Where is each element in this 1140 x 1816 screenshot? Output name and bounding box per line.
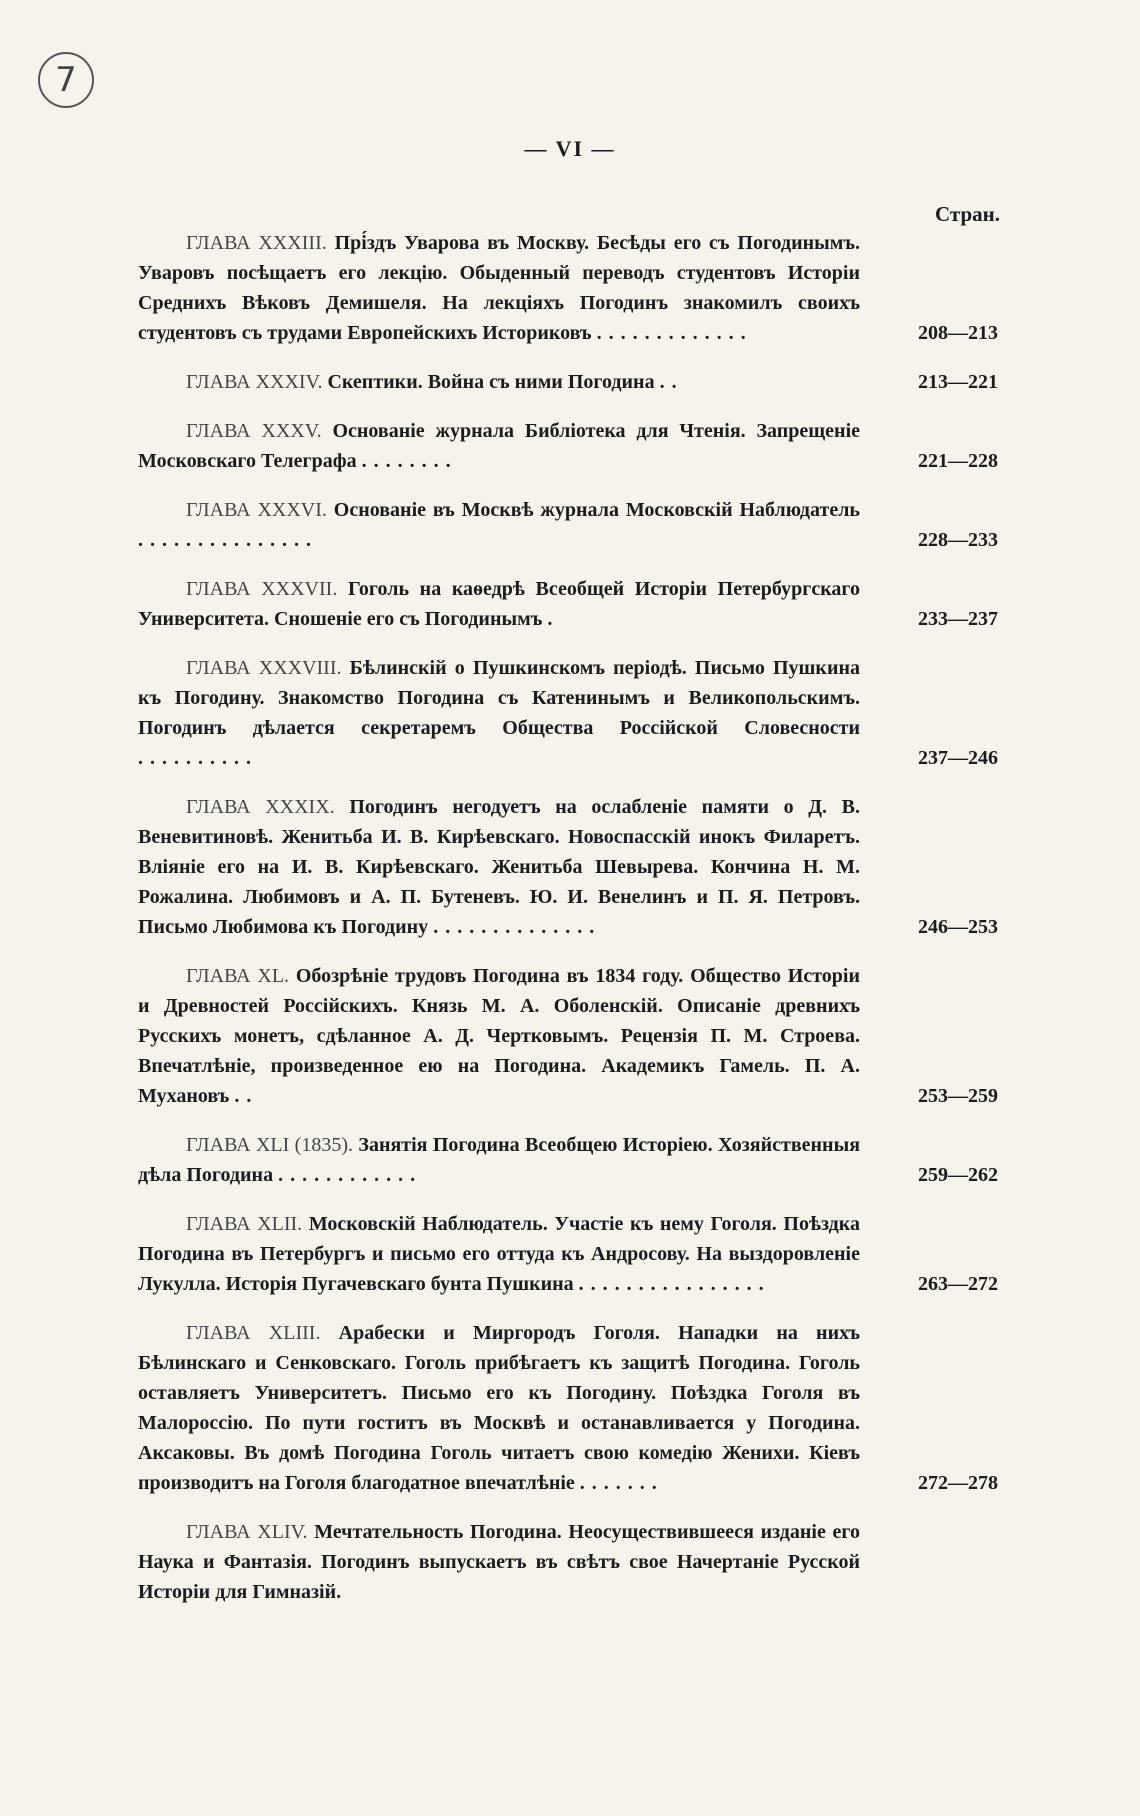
toc-entry: ГЛАВА XXXV. Основаніе журнала Библіотека для Чтенія. Запрещеніе Московскаго Телеграфа ........ 221—228 <box>138 416 998 476</box>
page-range: 272—278 <box>918 1472 998 1494</box>
chapter-label: ГЛАВА XXXVI. <box>186 499 327 521</box>
chapter-summary: Обозрѣніе трудовъ Погодина въ 1834 году. Общество Исторіи и Древностей Россійскихъ. Князь М. А. Оболенскій. Описаніе древнихъ Русскихъ монетъ, сдѣланное А. Д. Чертковымъ. Рецензія П. М. Строева. Впечатлѣніе, произведенное ею на Погодина. Академикъ Гамель. П. А. Мухановъ <box>138 965 860 1107</box>
chapter-summary: Бѣлинскій о Пушкинскомъ періодѣ. Письмо Пушкина къ Погодину. Знакомство Погодина съ Катенинымъ и Великопольскимъ. Погодинъ дѣлается секретаремъ Общества Россійской Словесности <box>138 657 860 739</box>
pages-column-header: Стран. <box>935 202 1000 226</box>
toc-entry: ГЛАВА XLI (1835). Занятія Погодина Всеобщею Исторіею. Хозяйственныя дѣла Погодина ............ 259—262 <box>138 1130 998 1190</box>
page-range: 213—221 <box>918 371 998 393</box>
toc-entry: ГЛАВА XLII. Московскій Наблюдатель. Участіе къ нему Гоголя. Поѣздка Погодина въ Петербургъ и письмо его оттуда къ Андросову. На выздоровленіе Лукулла. Исторія Пугачевскаго бунта Пушкина ................ 263—272 <box>138 1209 998 1299</box>
page-number: — VI — <box>524 136 616 161</box>
library-stamp: 7 <box>38 52 94 108</box>
page-range: 246—253 <box>918 916 998 938</box>
toc-entry: ГЛАВА XXXVI. Основаніе въ Москвѣ журнала Московскій Наблюдатель ............... 228—233 <box>138 495 998 555</box>
chapter-label: ГЛАВА XXXV. <box>186 420 322 442</box>
chapter-label: ГЛАВА XLII. <box>186 1213 303 1235</box>
toc-entry <box>138 1517 998 1607</box>
chapter-summary: Мечтательность Погодина. Неосуществившееся изданіе его Наука и Фантазія. Погодинъ выпускаетъ въ свѣтъ свое Начертаніе Русской Исторіи для Гимназій. <box>138 1521 861 1603</box>
page-range: 259—262 <box>918 1164 998 1186</box>
page-range: 208—213 <box>918 322 998 344</box>
chapter-label: ГЛАВА XLI (1835). <box>186 1134 353 1156</box>
chapter-summary: Основаніе въ Москвѣ журнала Московскій Наблюдатель <box>333 499 860 521</box>
chapter-label: ГЛАВА XXXVII. <box>186 578 338 600</box>
chapter-summary: Основаніе журнала Библіотека для Чтенія. Запрещеніе Московскаго Телеграфа <box>138 420 861 472</box>
page-range: 253—259 <box>918 1085 998 1107</box>
chapter-summary: Московскій Наблюдатель. Участіе къ нему Гоголя. Поѣздка Погодина въ Петербургъ и письмо его оттуда къ Андросову. На выздоровленіе Лукулла. Исторія Пугачевскаго бунта Пушкина <box>138 1213 860 1295</box>
toc-entry: ГЛАВА XXXVII. Гоголь на каѳедрѣ Всеобщей Исторіи Петербургскаго Университета. Сношеніе его съ Погодинымъ . 233—237 <box>138 574 998 634</box>
toc-entry: ГЛАВА XXXVIII. Бѣлинскій о Пушкинскомъ періодѣ. Письмо Пушкина къ Погодину. Знакомство Погодина съ Катенинымъ и Великопольскимъ. Погодинъ дѣлается секретаремъ Общества Россійской Словесности .......... 237—246 <box>138 653 998 773</box>
chapter-summary: Гоголь на каѳедрѣ Всеобщей Исторіи Петербургскаго Университета. Сношеніе его съ Погодинымъ <box>138 578 861 630</box>
chapter-label: ГЛАВА XL. <box>186 965 290 987</box>
page-range: 237—246 <box>918 747 998 769</box>
toc-entry: ГЛАВА XXXIII. Прі́здъ Уварова въ Москву. Бесѣды его съ Погодинымъ. Уваровъ посѣщаетъ его лекцію. Обыденный переводъ студентовъ Исторіи Среднихъ Вѣковъ Демишеля. На лекціяхъ Погодинъ знакомилъ своихъ студентовъ съ трудами Европейскихъ Историковъ ............. 208—213 <box>138 228 998 348</box>
chapter-summary: Скептики. Война съ ними Погодина <box>327 371 655 393</box>
chapter-label: ГЛАВА XLIII. <box>186 1322 321 1344</box>
toc-entry: ГЛАВА XXXIV. Скептики. Война съ ними Погодина .. 213—221 <box>138 367 998 397</box>
chapter-label: ГЛАВА XXXIV. <box>186 371 323 393</box>
chapter-summary: Погодинъ негодуетъ на ослабленіе памяти о Д. В. Веневитиновѣ. Женитьба И. В. Кирѣевскаго. Новоспасскій инокъ Филаретъ. Вліяніе его на И. В. Кирѣевскаго. Женитьба Шевырева. Кончина Н. М. Рожалина. Любимовъ и А. П. Бутеневъ. Ю. И. Венелинъ и П. Я. Петровъ. Письмо Любимова къ Погодину <box>138 796 861 938</box>
page-range: 263—272 <box>918 1273 998 1295</box>
chapter-label: ГЛАВА XXXIII. <box>186 232 327 254</box>
toc-entry: ГЛАВА XLIII. Арабески и Миргородъ Гоголя. Нападки на нихъ Бѣлинскаго и Сенковскаго. Гоголь прибѣгаетъ къ защитѣ Погодина. Гоголь оставляетъ Университетъ. Письмо его къ Погодину. Поѣздка Гоголя въ Малороссію. По пути гоститъ въ Москвѣ и останавливается у Погодина. Аксаковы. Въ домѣ Погодина Гоголь читаетъ свою комедію Женихи. Кіевъ производитъ на Гоголя благодатное впечатлѣніе ....... 272—278 <box>138 1318 998 1498</box>
chapter-label: ГЛАВА XLIV. <box>186 1521 308 1543</box>
chapter-label: ГЛАВА XXXVIII. <box>186 657 342 679</box>
chapter-summary: Арабески и Миргородъ Гоголя. Нападки на нихъ Бѣлинскаго и Сенковскаго. Гоголь прибѣгаетъ къ защитѣ Погодина. Гоголь оставляетъ Университетъ. Письмо его къ Погодину. Поѣздка Гоголя въ Малороссію. По пути гоститъ въ Москвѣ и останавливается у Погодина. Аксаковы. Въ домѣ Погодина Гоголь читаетъ свою комедію Женихи. Кіевъ производитъ на Гоголя благодатное впечатлѣніе <box>138 1322 861 1494</box>
chapter-summary: Прі́здъ Уварова въ Москву. Бесѣды его съ Погодинымъ. Уваровъ посѣщаетъ его лекцію. Обыденный переводъ студентовъ Исторіи Среднихъ Вѣковъ Демишеля. На лекціяхъ Погодинъ знакомилъ своихъ студентовъ съ трудами Европейскихъ Историковъ <box>138 232 861 344</box>
table-of-contents <box>138 228 998 1607</box>
chapter-label: ГЛАВА XXXIX. <box>186 796 335 818</box>
page-range: 221—228 <box>918 450 998 472</box>
page-range: 228—233 <box>918 529 998 551</box>
toc-entry: ГЛАВА XXXIX. Погодинъ негодуетъ на ослабленіе памяти о Д. В. Веневитиновѣ. Женитьба И. В. Кирѣевскаго. Новоспасскій инокъ Филаретъ. Вліяніе его на И. В. Кирѣевскаго. Женитьба Шевырева. Кончина Н. М. Рожалина. Любимовъ и А. П. Бутеневъ. Ю. И. Венелинъ и П. Я. Петровъ. Письмо Любимова къ Погодину .............. 246—253 <box>138 792 998 942</box>
page-range: 233—237 <box>918 608 998 630</box>
toc-entry: ГЛАВА XL. Обозрѣніе трудовъ Погодина въ 1834 году. Общество Исторіи и Древностей Россійскихъ. Князь М. А. Оболенскій. Описаніе древнихъ Русскихъ монетъ, сдѣланное А. Д. Чертковымъ. Рецензія П. М. Строева. Впечатлѣніе, произведенное ею на Погодина. Академикъ Гамель. П. А. Мухановъ .. 253—259 <box>138 961 998 1111</box>
chapter-summary: Занятія Погодина Всеобщею Исторіею. Хозяйственныя дѣла Погодина <box>138 1134 861 1186</box>
